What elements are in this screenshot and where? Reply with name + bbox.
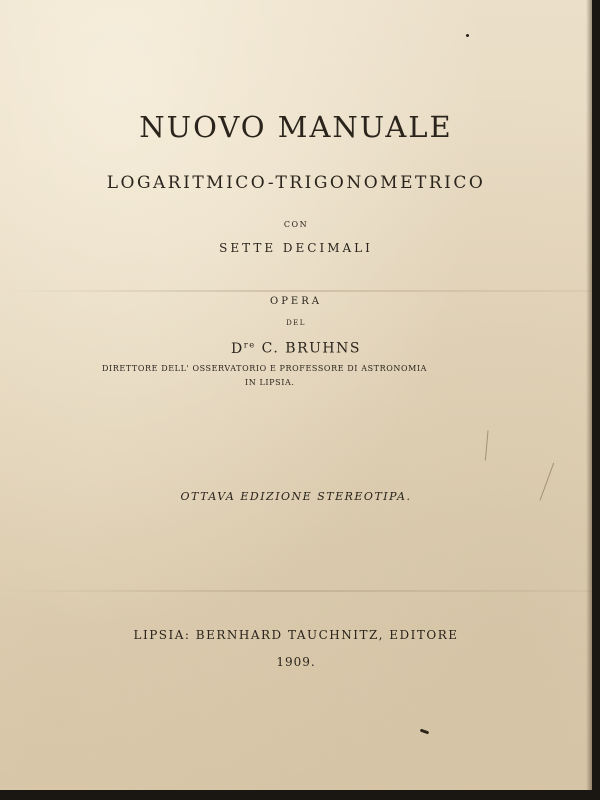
author-prefix: Dre bbox=[231, 339, 256, 357]
paper-fold bbox=[0, 590, 592, 592]
paper-scratch bbox=[485, 430, 489, 460]
decimals-label: SETTE DECIMALI bbox=[219, 241, 373, 255]
author-role-line-1: DIRETTORE DELL' OSSERVATORIO E PROFESSORE DI ASTRONOMIA bbox=[102, 364, 428, 373]
paper-fold bbox=[0, 290, 592, 292]
publication-year: 1909. bbox=[276, 655, 316, 669]
book-subtitle: LOGARITMICO-TRIGONOMETRICO bbox=[106, 173, 486, 193]
author-line bbox=[0, 339, 592, 357]
opera-label: OPERA bbox=[270, 296, 322, 307]
con-label: CON bbox=[283, 220, 309, 229]
publisher-line: LIPSIA: BERNHARD TAUCHNITZ, EDITORE bbox=[133, 628, 459, 642]
author-role-line-2: IN LIPSIA. bbox=[245, 378, 295, 387]
edition-note: OTTAVA EDIZIONE STEREOTIPA. bbox=[180, 490, 412, 503]
del-label: DEL bbox=[286, 319, 306, 327]
book-title: NUOVO MANUALE bbox=[139, 110, 453, 144]
author-name: C. BRUHNS bbox=[261, 340, 361, 357]
ink-speck bbox=[466, 34, 469, 37]
ink-speck bbox=[420, 729, 429, 735]
